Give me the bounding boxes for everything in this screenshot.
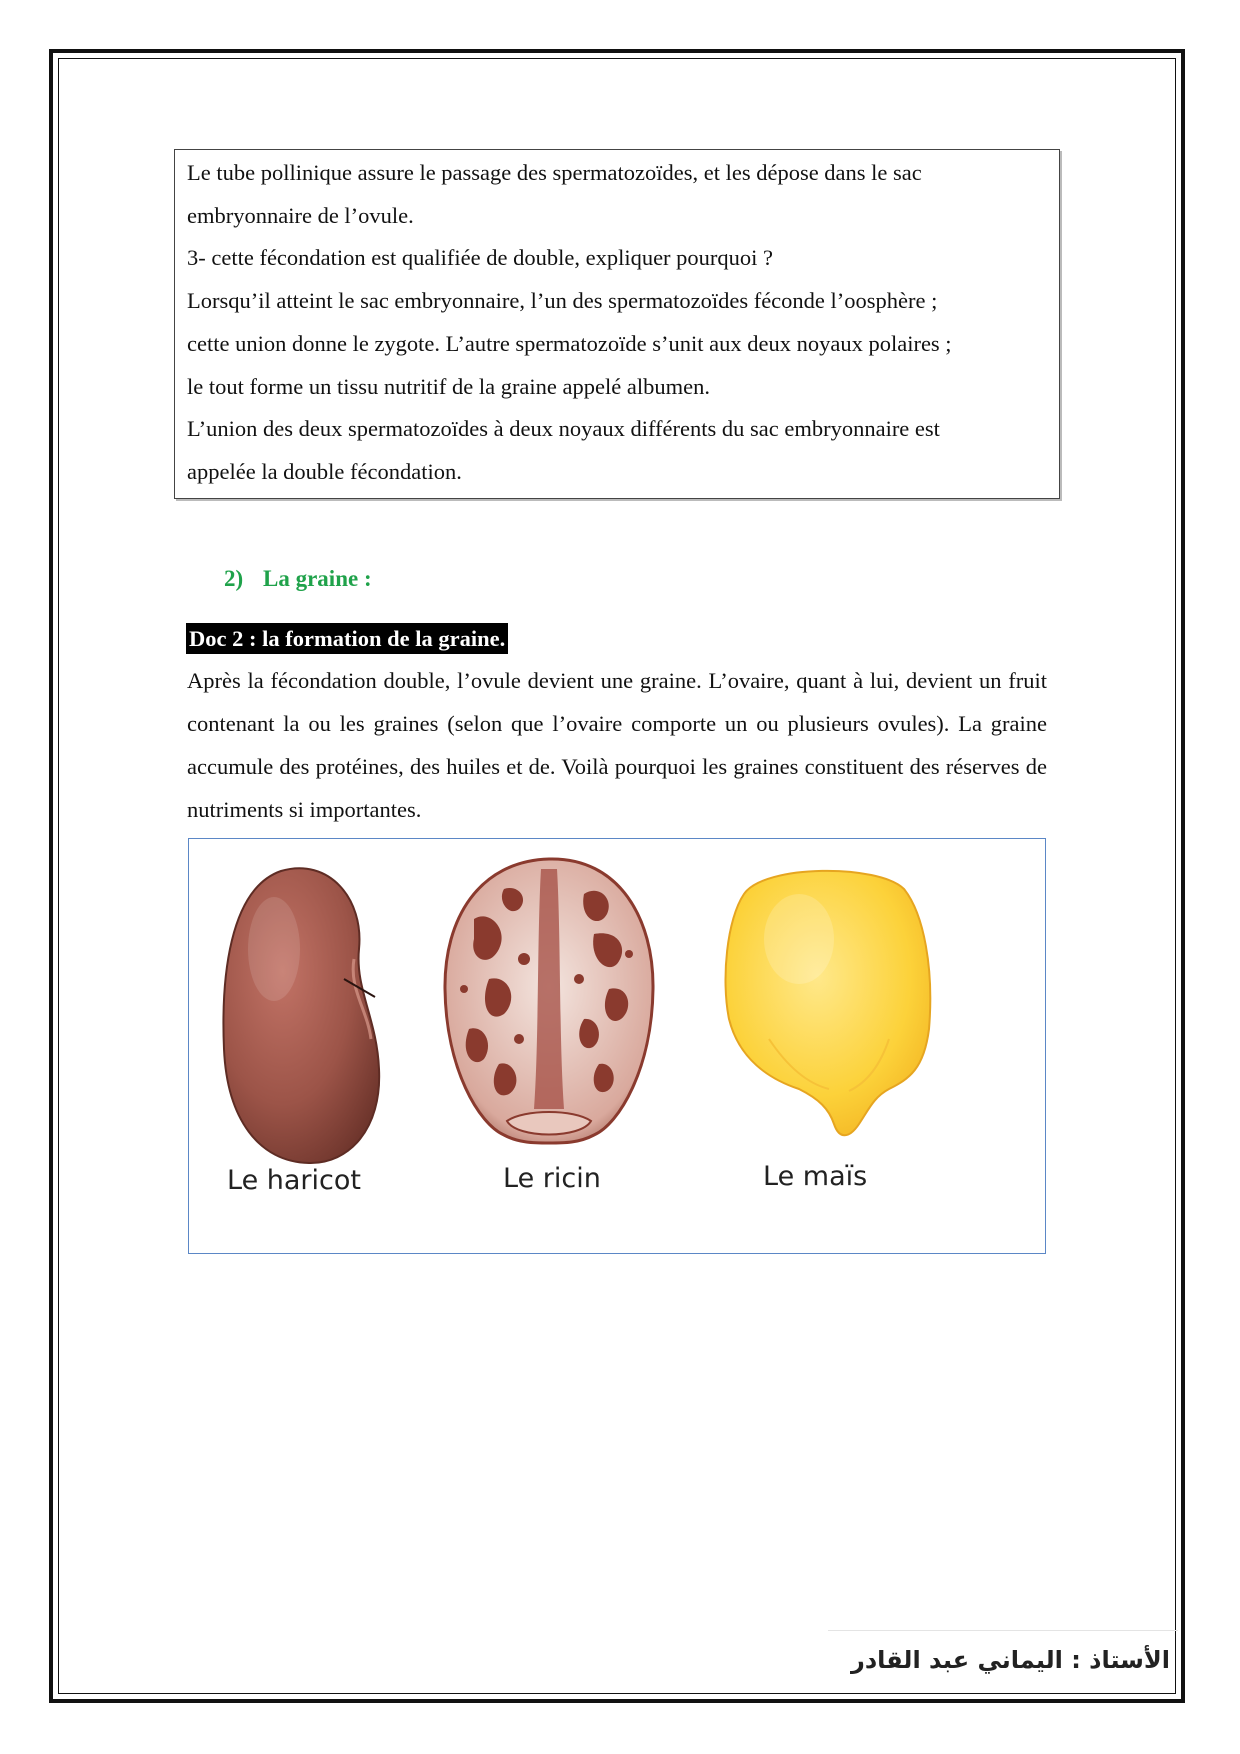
question-3: 3- cette fécondation est qualifiée de double, expliquer pourquoi ?	[187, 245, 774, 271]
answer-line: embryonnaire de l’ovule.	[187, 202, 414, 228]
haricot-seed	[223, 868, 379, 1163]
answer-line: le tout forme un tissu nutritif de la graine appelé albumen.	[187, 373, 710, 399]
label-ricin: Le ricin	[503, 1163, 601, 1194]
ricin-seed	[445, 859, 653, 1143]
mais-seed	[725, 871, 930, 1135]
doc-title: Doc 2 : la formation de la graine.	[186, 623, 508, 654]
signature-divider	[828, 1630, 1178, 1631]
seeds-figure	[188, 838, 1046, 1254]
section-title	[224, 566, 372, 592]
section-number: 2)	[224, 566, 244, 591]
label-mais: Le maïs	[763, 1161, 868, 1192]
doc-paragraph-container	[187, 659, 1047, 831]
answer-line: Le tube pollinique assure le passage des spermatozoïdes, et les dépose dans le sac	[187, 160, 922, 185]
answer-line: Lorsqu’il atteint le sac embryonnaire, l’un des spermatozoïdes féconde l’oosphère ;	[187, 288, 938, 314]
doc-paragraph: Après la fécondation double, l’ovule devient une graine. L’ovaire, quant à lui, devient un fruit contenant la ou les graines (selon que l’ovaire comporte un ou plusieurs ovules). La graine accumule des protéines, des huiles et de. Voilà pourquoi les graines constituent des réserves de nutriments si importantes.	[187, 668, 1047, 822]
label-haricot: Le haricot	[227, 1165, 361, 1196]
answer-line: L’union des deux spermatozoïdes à deux noyaux différents du sac embryonnaire est	[187, 416, 940, 442]
teacher-signature: الأستاذ : اليماني عبد القادر	[851, 1646, 1170, 1674]
answer-box	[174, 149, 1060, 499]
answer-line: cette union donne le zygote. L’autre spermatozoïde s’unit aux deux noyaux polaires ;	[187, 330, 952, 356]
section-title-text: La graine :	[263, 566, 372, 591]
answer-line: appelée la double fécondation.	[187, 458, 462, 484]
